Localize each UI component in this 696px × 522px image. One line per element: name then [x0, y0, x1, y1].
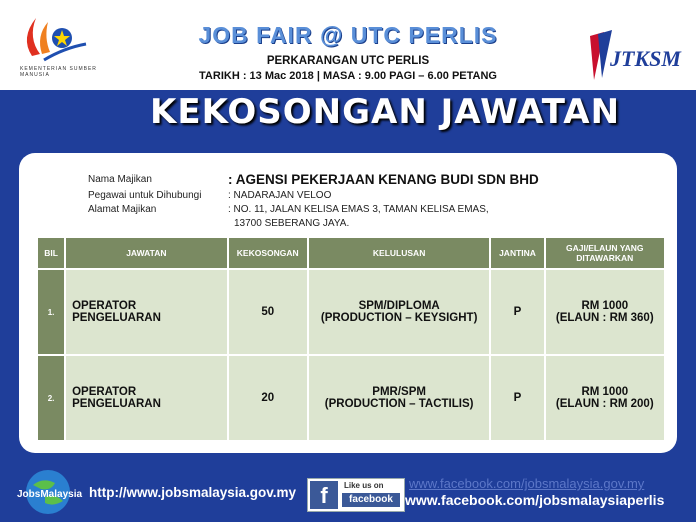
cell-gaji [546, 270, 664, 354]
table-row [38, 356, 664, 440]
cell-bil: 2. [38, 356, 64, 440]
event-title: JOB FAIR @ UTC PERLIS [198, 22, 498, 48]
event-schedule: TARIKH : 13 Mac 2018 | MASA : 9.00 PAGI – 6.00 PETANG [199, 70, 497, 82]
cell-kelulusan [309, 356, 490, 440]
facebook-icon: f [310, 481, 338, 509]
header-jawatan: JAWATAN [66, 238, 227, 268]
facebook-wordmark: facebook [342, 493, 400, 507]
employer-address-label: Alamat Majikan [88, 204, 157, 215]
cell-jantina: P [491, 270, 543, 354]
employer-address-line2: 13700 SEBERANG JAYA. [234, 218, 350, 229]
facebook-like-badge[interactable] [307, 478, 405, 512]
header [0, 0, 696, 90]
employer-address-line1: : NO. 11, JALAN KELISA EMAS 3, TAMAN KELISA EMAS, [228, 204, 489, 215]
banner-heading: KEKOSONGAN JAWATAN [150, 92, 621, 132]
cell-kelulusan [309, 270, 490, 354]
header-jantina: JANTINA [491, 238, 543, 268]
employer-name-label: Nama Majikan [88, 174, 152, 185]
header-gaji: GAJI/ELAUN YANG DITAWARKAN [546, 238, 664, 268]
jobsmalaysia-link[interactable]: http://www.jobsmalaysia.gov.my [89, 485, 297, 500]
jobsmalaysia-logo-text: JobsMalaysia [17, 489, 83, 500]
gaji-line-1: RM 1000 [581, 386, 629, 398]
ministry-logo-text: KEMENTERIAN SUMBER MANUSIA [20, 66, 97, 78]
gaji-line-2: (ELAUN : RM 200) [555, 398, 654, 410]
cell-gaji [546, 356, 664, 440]
header-kelulusan: KELULUSAN [309, 238, 490, 268]
cell-jantina: P [491, 356, 543, 440]
cell-bil: 1. [38, 270, 64, 354]
cell-jawatan: OPERATOR PENGELUARAN [66, 356, 227, 440]
kelulusan-line-1: PMR/SPM [372, 386, 426, 398]
kelulusan-line-2: (PRODUCTION – TACTILIS) [324, 398, 474, 410]
header-bil: BIL [38, 238, 64, 268]
jtksm-logo-text: JTKSM [610, 46, 681, 71]
facebook-link[interactable]: www.facebook.com/jobsmalaysiaperlis [405, 492, 665, 508]
table-header-row [38, 238, 664, 268]
cell-kekosongan: 50 [229, 270, 307, 354]
table-row [38, 270, 664, 354]
cell-jawatan: OPERATOR PENGELUARAN [66, 270, 227, 354]
jtksm-logo [584, 28, 681, 84]
gaji-line-1: RM 1000 [581, 300, 629, 312]
facebook-like-text: Like us on [344, 481, 384, 490]
employer-name-value: : AGENSI PEKERJAAN KENANG BUDI SDN BHD [228, 172, 539, 187]
employer-contact-value: : NADARAJAN VELOO [228, 190, 332, 201]
vacancy-table [36, 236, 666, 442]
kelulusan-line-1: SPM/DIPLOMA [358, 300, 440, 312]
jobsmalaysia-logo [15, 467, 81, 517]
employer-contact-label: Pegawai untuk Dihubungi [88, 190, 202, 201]
header-kekosongan: KEKOSONGAN [229, 238, 307, 268]
gaji-line-2: (ELAUN : RM 360) [555, 312, 654, 324]
kelulusan-line-2: (PRODUCTION – KEYSIGHT) [320, 312, 478, 324]
event-venue: PERKARANGAN UTC PERLIS [266, 55, 430, 67]
facebook-link-ghost[interactable]: www.facebook.com/jobsmalaysia.gov.my [409, 476, 645, 491]
cell-kekosongan: 20 [229, 356, 307, 440]
